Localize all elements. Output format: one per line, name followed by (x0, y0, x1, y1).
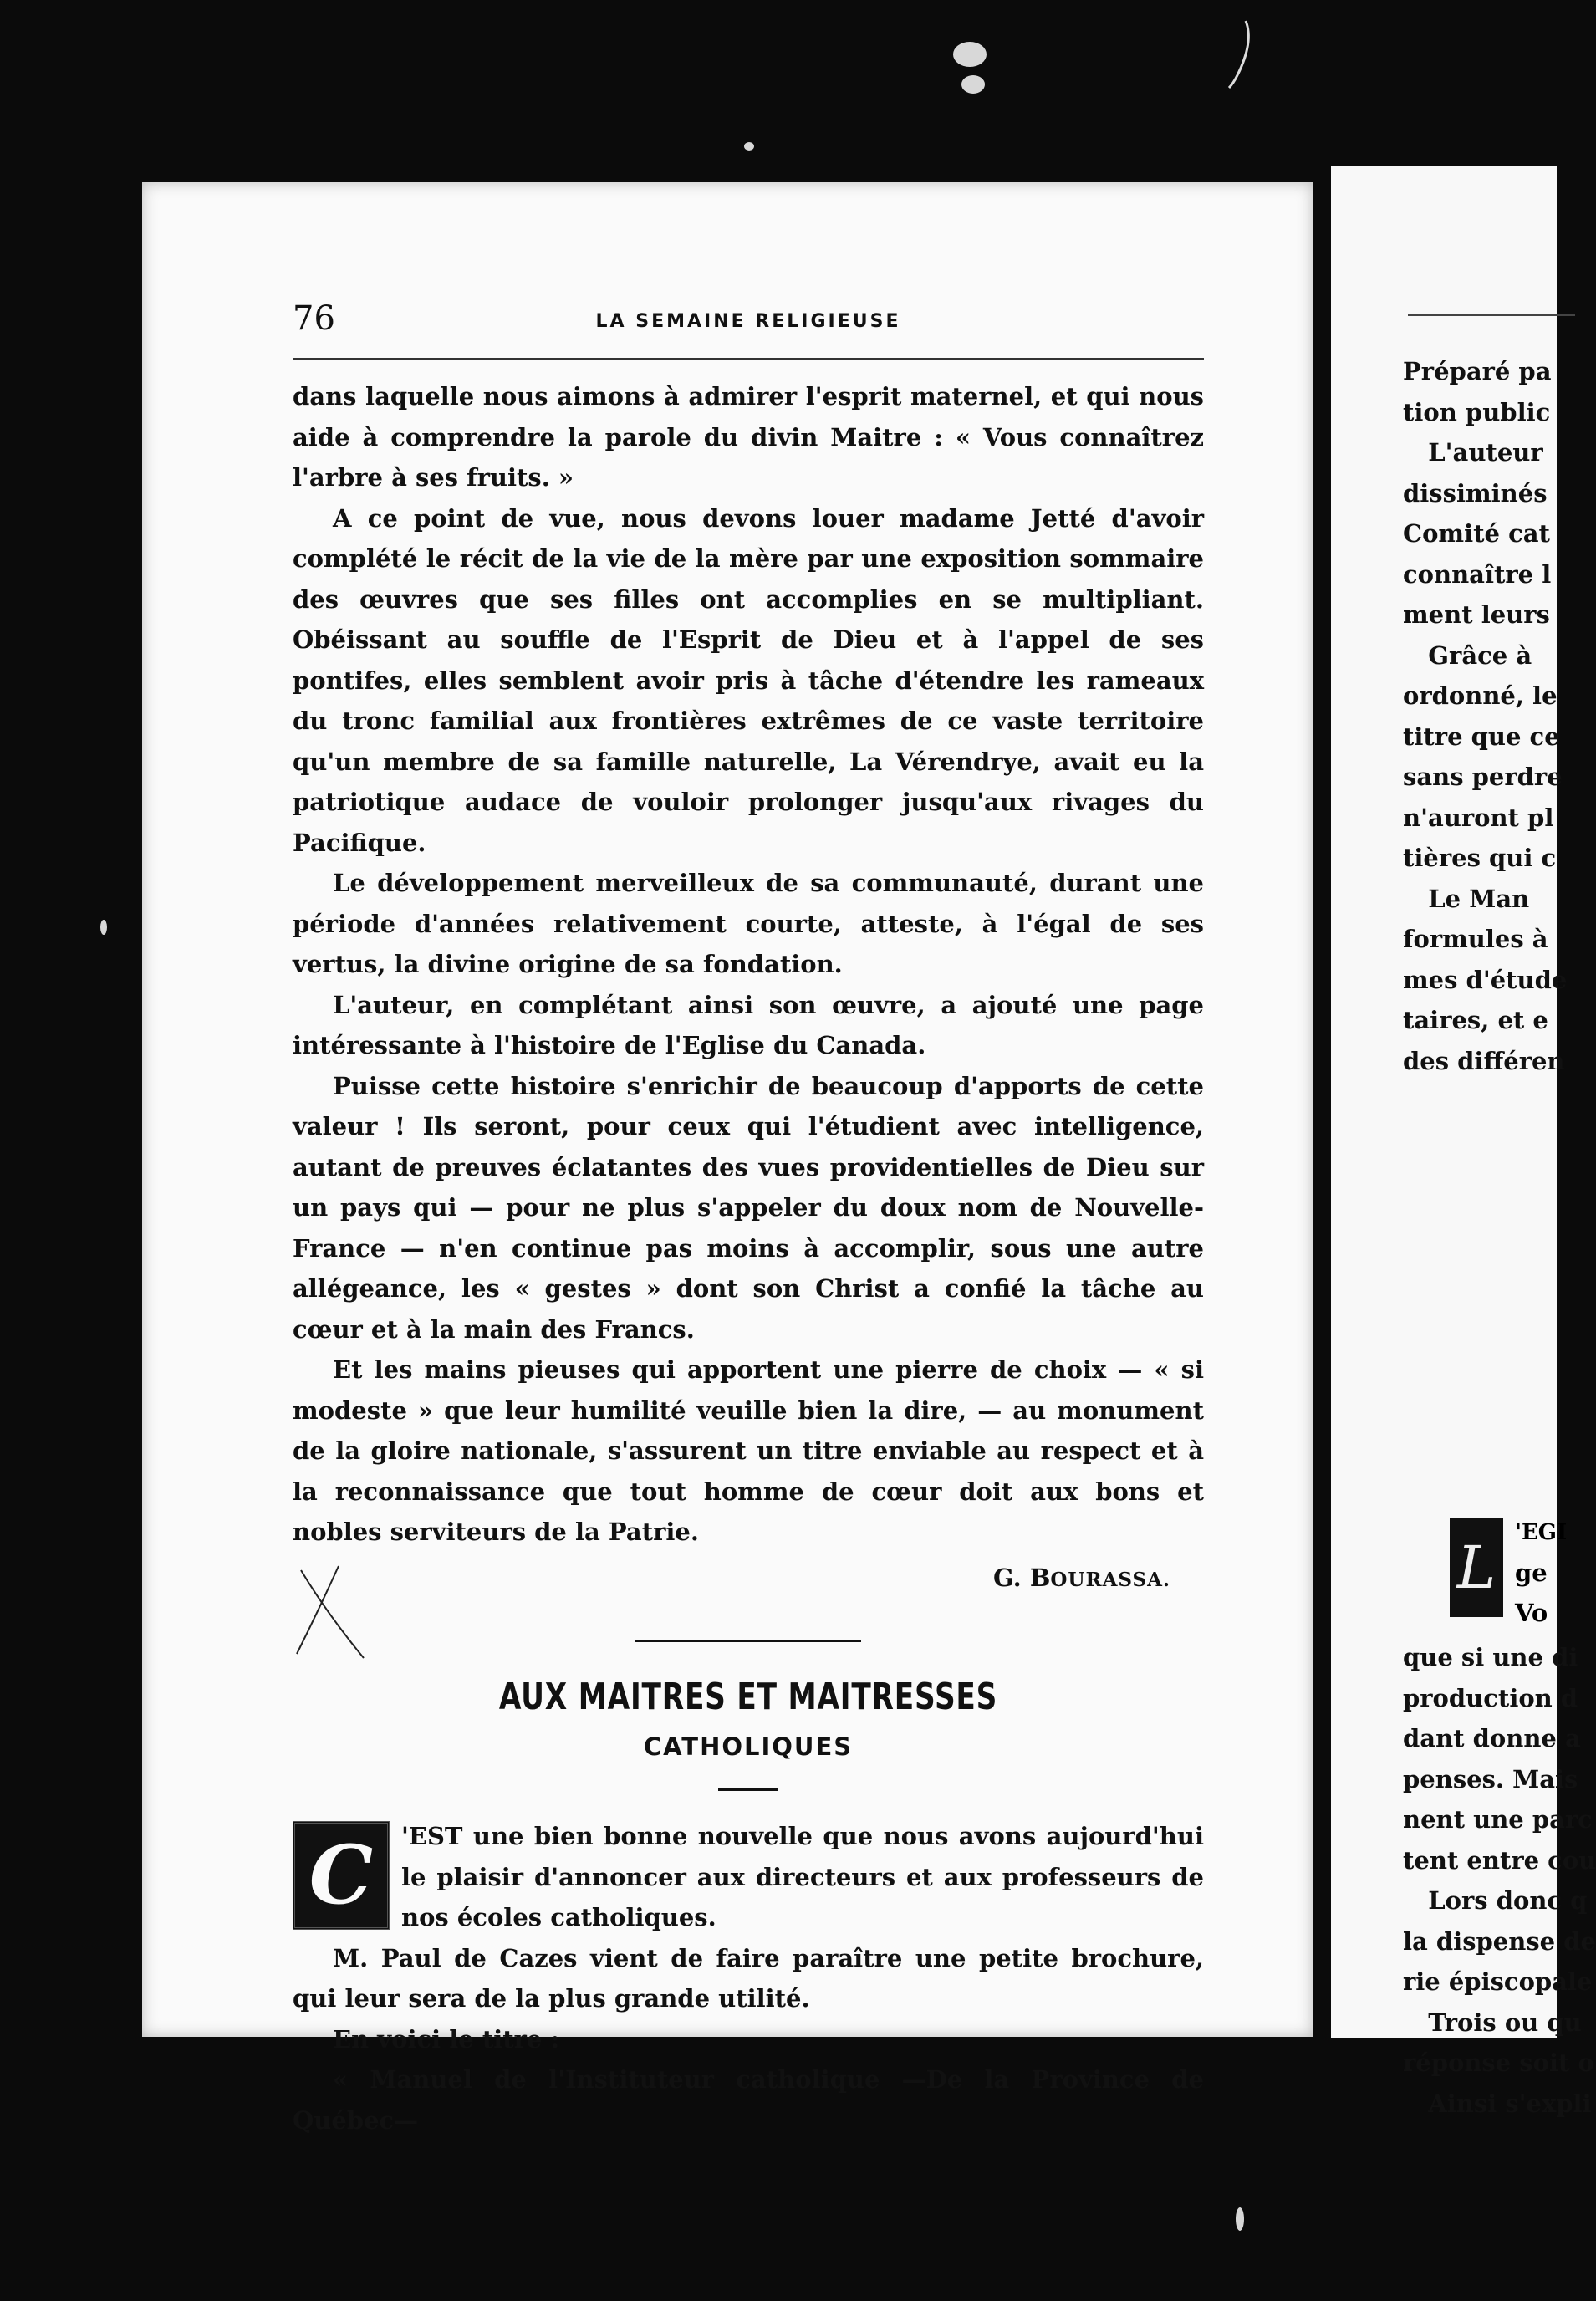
paragraph: « Manuel de l'Instituteur catholique —De la Province de Québec— (293, 2065, 1204, 2135)
pen-stroke-mark (1221, 17, 1262, 92)
text-line: ordonné, le (1403, 681, 1558, 710)
running-title: LA SEMAINE RELIGIEUSE (595, 311, 901, 332)
right-page (1331, 166, 1596, 2118)
text-line: Comité cat (1403, 519, 1550, 548)
dust-speck (953, 42, 987, 67)
right-text-top (1403, 351, 1567, 1081)
text-line: tières qui c (1403, 844, 1557, 872)
text-line: Préparé pa (1403, 357, 1552, 385)
paragraph: dans laquelle nous aimons à admirer l'esprit maternel, et qui nous aide à comprendre la parole du divin Maitre : « Vous connaîtrez l'arbre à ses fruits. » (293, 382, 1204, 492)
paragraph: En voici le titre : (333, 2024, 560, 2054)
text-line: Le Man (1403, 884, 1530, 913)
text-line: taires, et e (1403, 1006, 1548, 1034)
ornamental-dropcap: C (293, 1821, 390, 1930)
intro-text: 'EST une bien bonne nouvelle que nous avons aujourd'hui le plaisir d'annoncer aux directeurs et aux professeurs de nos écoles catholiques. (401, 1822, 1204, 1931)
pencil-x-mark (284, 1562, 385, 1662)
text-line: Lors donc q (1403, 1886, 1588, 1915)
text-line: ge (1515, 1559, 1548, 1587)
text-line: la dispense de (1403, 1926, 1596, 1956)
signature-rest: OURASSA. (1050, 1568, 1170, 1591)
page-number: 76 (293, 299, 335, 338)
paragraph: L'auteur, en complétant ainsi son œuvre, a ajouté une page intéressante à l'histoire de l'Eglise du Canada. (293, 990, 1204, 1059)
text-line: que si une di (1403, 1643, 1578, 1671)
dust-speck (744, 142, 754, 151)
dust-speck (1236, 2207, 1244, 2231)
dust-speck (100, 920, 107, 935)
text-column (293, 376, 1204, 2140)
ornamental-dropcap: L (1450, 1518, 1503, 1617)
text-line: Trois ou qu (1403, 2008, 1582, 2037)
text-line: connaître l (1403, 559, 1552, 589)
paragraph: Et les mains pieuses qui apportent une pierre de choix — « si modeste » que leur humilité veuille bien la dire, — au monument de la gloire nationale, s'assurent un titre enviable au respect et à la reconnaissance que tout homme de cœur doit aux bons et nobles serviteurs de la Patrie. (293, 1355, 1204, 1546)
text-line: ment leurs (1403, 600, 1550, 629)
dust-speck (961, 75, 985, 94)
page-header (293, 299, 1204, 341)
paragraph: Le développement merveilleux de sa communauté, durant une période d'années relativement courte, atteste, à l'égal de ses vertus, la divine origine de sa fondation. (293, 869, 1204, 978)
text-line: Ainsi s'expli (1403, 2089, 1592, 2118)
text-line: mes d'étude (1403, 965, 1568, 994)
header-rule (293, 358, 1204, 360)
text-line: production d (1403, 1683, 1578, 1712)
text-line: dissiminés (1403, 478, 1548, 508)
text-line: tent entre cou (1403, 1845, 1596, 1875)
text-line: Vo (1515, 1599, 1548, 1627)
text-line: sans perdre (1403, 763, 1563, 791)
text-line: nent une parc (1403, 1805, 1593, 1834)
signature-initial: G. B (992, 1563, 1051, 1592)
signature (293, 1558, 1204, 1601)
text-line: penses. Mais (1403, 1764, 1578, 1793)
header-rule (1408, 314, 1575, 316)
text-line: titre que ce (1403, 722, 1560, 751)
text-line: réponse soit o (1403, 2048, 1594, 2077)
right-text-bottom (1403, 1637, 1596, 2124)
text-line: L'auteur (1403, 438, 1543, 467)
section-title: AUX MAITRES ET MAITRESSES (498, 1676, 998, 1718)
text-line: dant donne a (1403, 1724, 1581, 1753)
left-page (142, 182, 1313, 2135)
paragraph: M. Paul de Cazes vient de faire paraître une petite brochure, qui leur sera de la plus grande utilité. (293, 1943, 1204, 2013)
text-line: n'auront pl (1403, 803, 1554, 832)
text-line: tion public (1403, 397, 1551, 426)
paragraph: A ce point de vue, nous devons louer madame Jetté d'avoir complété le récit de la vie de la mère par une exposition sommaire des œuvres que ses filles ont accomplies en se multipliant. Obéissant au souffle de l'Esprit de Dieu et à l'appel de ses pontifes, elles semblent avoir pris à tâche d'étendre les rameaux du tronc familial aux frontières extrêmes de ce vaste territoire qu'un membre de sa famille naturelle, La Vérendrye, avait eu la patriotique audace de vouloir prolonger jusqu'aux rivages du Pacifique. (293, 503, 1204, 857)
section-divider (635, 1640, 861, 1642)
text-line: des différen (1403, 1046, 1565, 1075)
text-line: 'EGI (1515, 1520, 1568, 1545)
subtitle-divider (718, 1788, 778, 1791)
section-subtitle: CATHOLIQUES (643, 1732, 854, 1761)
intro-paragraph (293, 1816, 1204, 1938)
text-line: Grâce à (1403, 640, 1532, 670)
text-line: rie épiscopale (1403, 1967, 1593, 1996)
paragraph: Puisse cette histoire s'enrichir de beaucoup d'apports de cette valeur ! Ils seront, pour ceux qui l'étudient avec intelligence, autant de preuves éclatantes des vues providentielles de Dieu sur un pays qui — pour ne plus s'appeler du doux nom de Nouvelle-France — n'en continue pas moins à accomplir, sous une autre allégeance, les « gestes » dont son Christ a confié la tâche au cœur et à la main des Francs. (293, 1071, 1204, 1344)
text-line: formules à (1403, 925, 1548, 953)
